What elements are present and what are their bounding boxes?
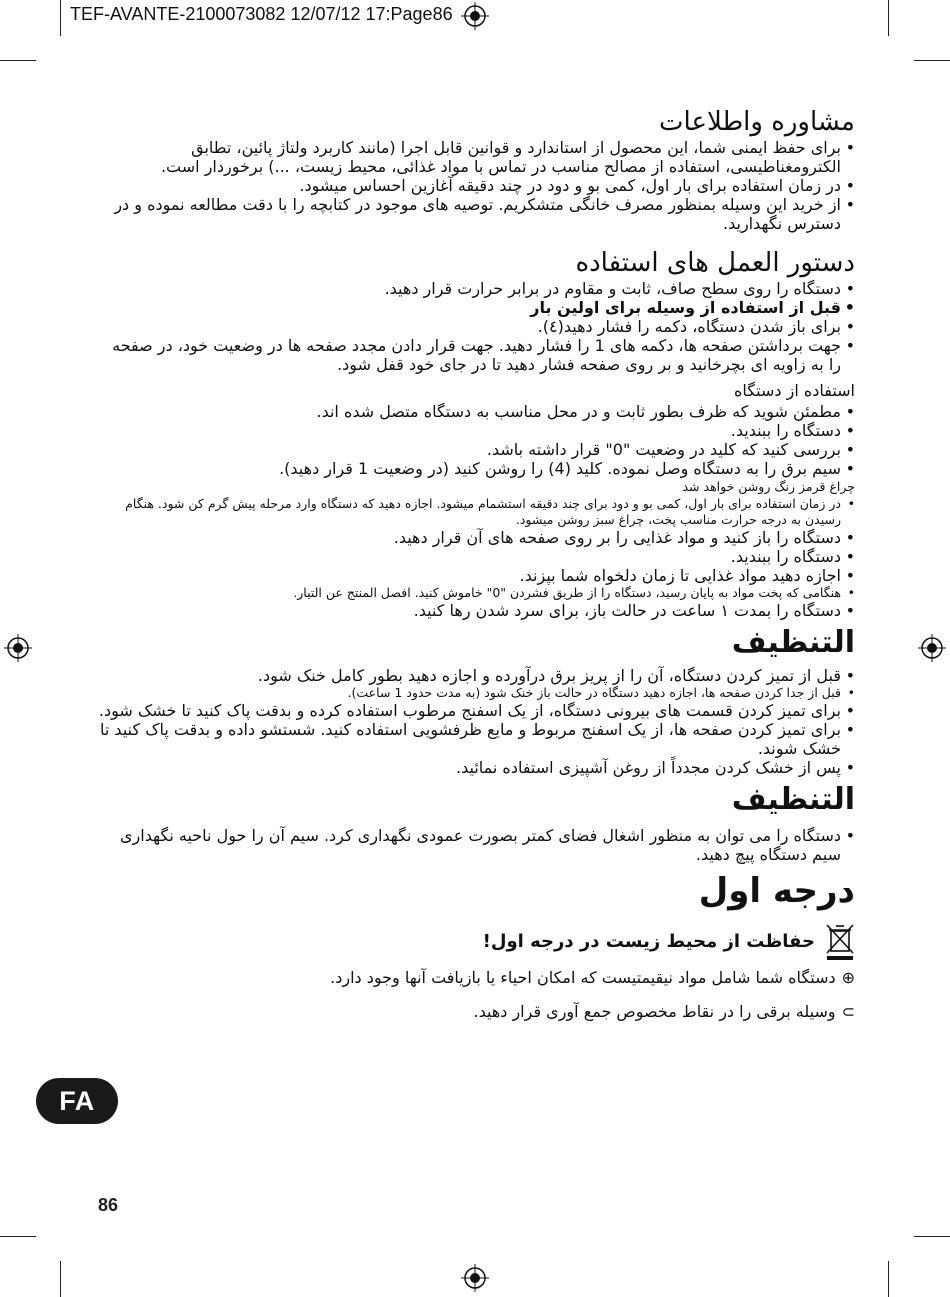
crop-mark-top-right-v [888,0,889,36]
list-item: • برای باز شدن دستگاه، دکمه را فشار دهید(٤). [95,317,855,336]
list-item: • قبل از تمیز کردن دستگاه، آن را از پریز برق درآورده و اجازه دهید بطور کامل خنک شود. [95,666,855,685]
list-item: • جهت برداشتن صفحه ها، دکمه های 1 را فشار دهید. جهت قرار دادن مجدد صفحه ها در وضعیت خود، در صفحه را به زاویه ای بچرخانید و بر روی صفحه فشار دهید تا در جای خود قفل شود. [95,336,855,374]
crop-mark-top-right-h [914,60,950,61]
list-item: • از خرید این وسیله بمنظور مصرف خانگی متشکریم. توصیه های موجود در کتابچه را با دقت مطالعه نموده و در دسترس نگهدارید. [95,195,855,233]
language-badge: FA [36,1078,118,1124]
list-item: • قبل از جدا کردن صفحه ها، اجازه دهید دستگاه در حالت باز خنک شود (به مدت حدود 1 ساعت). [95,685,855,701]
registration-mark-bottom-icon [461,1264,489,1292]
list-item: • هنگامی که پخت مواد به پایان رسید، دستگاه را از طریق فشردن "0" خاموش کنید. افصل المنتج عن التيار. [95,585,855,601]
list-item: • در زمان استفاده برای بار اول، کمی بو و دود در چند دقیقه آغازین احساس میشود. [95,176,855,195]
list-item: • دستگاه را باز کنید و مواد غذایی را بر روی صفحه های آن قرار دهید. [95,528,855,547]
list-item: • دستگاه را ببندید. [95,421,855,440]
crop-mark-bottom-right-v [888,1261,889,1297]
instructions-list [95,279,855,374]
list-item: • برای تمیز کردن صفحه ها، از یک اسفنج مربوط و مایع ظرفشویی استفاده کنید. شستشو داده و بدقت پاک کنید تا خشک شوند. [95,720,855,758]
list-item: • دستگاه را روی سطح صاف، ثابت و مقاوم در برابر حرارت قرار دهید. [95,279,855,298]
cleaning-list [95,666,855,777]
recycling-text-1: دستگاه شما شامل مواد نیقیمتیست که امکان احیاء یا بازیافت آنها وجود دارد. [330,967,836,987]
crop-mark-bottom-right-h [914,1236,950,1237]
usage-list-2 [95,496,855,620]
recycling-line-2 [95,995,855,1029]
list-item: • مطمئن شوید که ظرف بطور ثابت و در محل مناسب به دستگاه متصل شده اند. [95,402,855,421]
crossed-bin-icon [825,923,855,961]
list-item: • پس از خشک کردن مجدداً از روغن آشپیزی استفاده نمائید. [95,758,855,777]
crop-mark-bottom-left-h [0,1236,36,1237]
collection-arrow-icon: ⊃ [841,1001,855,1021]
print-header-text: TEF-AVANTE-2100073082 12/07/12 17: [70,4,391,24]
print-header-page: Page86 [390,4,453,24]
registration-mark-top-icon [461,2,489,30]
section-title-instructions: دستور العمل های استفاده [575,247,855,278]
section-title-cleaning: التنظيف [731,624,855,660]
recycle-symbol-icon: ⊕ [841,967,855,987]
recycling-line-1 [95,961,855,995]
usage-list [95,402,855,478]
section-title-advice: مشاوره واطلاعات [659,107,855,137]
crop-mark-top-left-h [0,60,36,61]
list-item: • دستگاه را ببندید. [95,547,855,566]
section-title-storage: التنظيف [731,782,855,818]
print-header [70,4,453,25]
list-item: • بررسی کنید که کلید در وضعیت "0" قرار داشته باشد. [95,440,855,459]
list-item: • اجازه دهید مواد غذایی تا زمان دلخواه شما بپزند. [95,566,855,585]
page-number: 86 [98,1195,119,1215]
section-title-environment: درجه اول [698,870,855,911]
crop-mark-bottom-left-v [60,1261,61,1297]
list-item: • دستگاه را بمدت ١ ساعت در حالت باز، برای سرد شدن رها کنید. [95,601,855,620]
storage-list [95,826,855,864]
registration-mark-left-icon [4,634,32,662]
environment-heading-text: حفاظت از محیط زیست در درجه اول! [482,931,815,953]
list-item: • در زمان استفاده برای بار اول، کمی بو و دود برای چند دقیقه استشمام میشود. اجازه دهید که دستگاه وارد مرحله پیش گرم کن شود. هنگام رسیدن به درجه حرارت مناسب پخت، چراغ سبز روشن میشود. [95,496,855,528]
list-item: • قبل از استفاده از وسیله برای اولین بار [95,298,855,317]
list-item: • برای حفظ ایمنی شما، این محصول از استاندارد و قوانین قابل اجرا (مانند کاربرد ولتاژ پائین، تطابق الکترومغناطیسی، استفاده از مصالح مناسب در تماس با مواد غذائی، محیط زیست، ...) برخوردار است. [95,138,855,176]
list-item: • برای تمیز کردن قسمت های بیرونی دستگاه، از یک اسفنج مرطوب استفاده کرده و بدقت پاک کنید تا خشک شود. [95,701,855,720]
crop-mark-top-left-v [60,0,61,36]
subheading-using-device: استفاده از دستگاه [734,380,855,400]
list-item: • سیم برق را به دستگاه وصل نموده. کلید (4) را روشن کنید (در وضعیت 1 قرار دهید). [95,459,855,478]
advice-list [95,138,855,233]
manual-content [95,108,855,1029]
list-item: • دستگاه را می توان به منظور اشغال فضای کمتر بصورت عمودی نگهداری کرد. سیم آن را حول ناحیه نگهداری سیم دستگاه پیچ دهید. [95,826,855,864]
recycling-text-2: وسیله برقی را در نقاط مخصوص جمع آوری قرار دهید. [473,1001,836,1021]
red-light-note: چراغ قرمز رنگ روشن خواهد شد [682,478,855,494]
environment-heading [95,923,855,961]
registration-mark-right-icon [918,634,946,662]
